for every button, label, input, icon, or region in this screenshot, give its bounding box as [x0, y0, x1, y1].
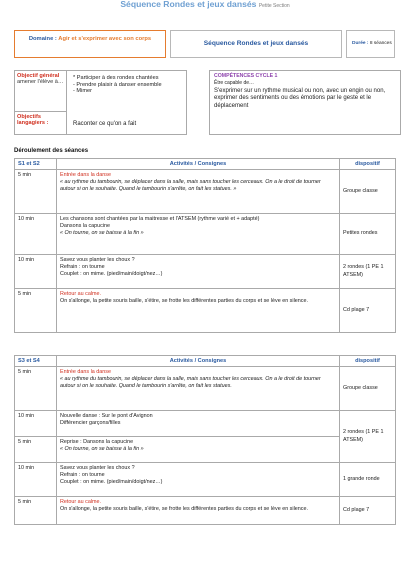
- competences-text: S'exprimer sur un rythme musical ou non, avec un engin ou non, exprimer des sentiments ou des émotions par le geste et le déplacement: [214, 87, 386, 109]
- table-header-row: [15, 159, 396, 170]
- col-header-dispositif: dispositif: [340, 356, 396, 367]
- activity-cell: [57, 255, 340, 289]
- activity-line: Couplet : on mime. (pied/main/doigt/nez…): [60, 271, 163, 278]
- activity-body: On s'allonge, la petite souris baille, s'étire, se frotte les différentes parties du corps et se lève en silence.: [60, 506, 308, 513]
- dispositif-cell: Petites rondes: [340, 214, 396, 255]
- activity-cell: [57, 170, 340, 214]
- activity-cell: [57, 289, 340, 333]
- col-header-activites: Activités / Consignes: [57, 159, 340, 170]
- time-cell: 5 min: [15, 437, 57, 463]
- activity-body: On s'allonge, la petite souris baille, s'étire, se frotte les différentes parties du corps et se lève en silence.: [60, 298, 308, 305]
- activity-cell: [57, 497, 340, 525]
- objectif-langagier-label: Objectifs langagiers :: [15, 112, 67, 134]
- col-header-seance: S1 et S2: [15, 159, 57, 170]
- activity-line: Couplet : on mime. (pied/main/doigt/nez…): [60, 479, 163, 486]
- objectif-item: * Participer à des rondes chantées: [73, 75, 159, 81]
- objectifs-box: [14, 70, 187, 135]
- dispositif-cell: 2 rondes (1 PE 1 ATSEM): [340, 255, 396, 289]
- table-row: [15, 497, 396, 525]
- activity-body: « au rythme du tambourin, se déplacer dans la salle, mais sans toucher les cerceaux. On a le droit de tourner autour si on le souhaite. Quand le tambourin s'arrête, on fait les statues.: [60, 376, 321, 390]
- col-header-seance: S3 et S4: [15, 356, 57, 367]
- seances-table-1: [14, 158, 396, 333]
- table-row: [15, 289, 396, 333]
- time-cell: 10 min: [15, 255, 57, 289]
- activity-head: Retour au calme.: [60, 291, 102, 297]
- objectif-general-label: [15, 71, 67, 112]
- time-cell: 10 min: [15, 411, 57, 437]
- activity-line: Refrain : on tourne: [60, 472, 105, 479]
- col-header-activites: Activités / Consignes: [57, 356, 340, 367]
- time-cell: 5 min: [15, 170, 57, 214]
- activity-head: Entrée dans la danse: [60, 172, 111, 178]
- activity-body: « au rythme du tambourin, se déplacer dans la salle, mais sans toucher les cerceaux. On a le droit de tourner autour si on le souhaite. Quand le tambourin s'arrête, on fait les statues. »: [60, 179, 321, 193]
- dispositif-cell: Cd plage 7: [340, 289, 396, 333]
- objectif-item: - Prendre plaisir à danser ensemble: [73, 81, 162, 88]
- table-row: [15, 463, 396, 497]
- dispositif-cell: Groupe classe: [340, 367, 396, 411]
- activity-cell: [57, 214, 340, 255]
- objectif-langagier-text: Raconter ce qu'on a fait: [73, 121, 137, 127]
- page-subtitle: Petite Section: [258, 3, 290, 9]
- page-title: [0, 0, 410, 11]
- activity-line: Différencier garçons/filles: [60, 420, 121, 427]
- page-title-text: Séquence Rondes et jeux dansés: [120, 0, 257, 9]
- sequence-name-box: Séquence Rondes et jeux dansés: [170, 30, 342, 58]
- activity-line: Savez vous planter les choux ?: [60, 465, 135, 471]
- objectif-general-title: Objectif général: [17, 73, 60, 79]
- activity-line: Les chansons sont chantées par la maitresse et l'ATSEM (rythme varié et + adapté): [60, 216, 260, 222]
- activity-line: Reprise : Dansons la capucine: [60, 439, 134, 445]
- time-cell: 5 min: [15, 367, 57, 411]
- domain-box: [14, 30, 166, 58]
- domain-label: Domaine :: [28, 36, 57, 42]
- table-row: [15, 214, 396, 255]
- dispositif-cell: Groupe classe: [340, 170, 396, 214]
- deroulement-title: Déroulement des séances: [14, 148, 89, 154]
- time-cell: 10 min: [15, 463, 57, 497]
- duree-box: [346, 30, 395, 58]
- competences-subtitle: Être capable de…: [214, 80, 255, 87]
- activity-head: Retour au calme.: [60, 499, 102, 505]
- activity-line: Refrain : on tourne: [60, 264, 105, 271]
- table-row: [15, 437, 396, 463]
- activity-head: Entrée dans la danse: [60, 369, 111, 375]
- duree-label: Durée :: [352, 41, 369, 46]
- domain-text: Agir et s'exprimer avec son corps: [58, 36, 152, 42]
- activity-cell: [57, 367, 340, 411]
- activity-line: Nouvelle danse : Sur le pont d'Avignon: [60, 413, 153, 419]
- activity-line: Savez vous planter les choux ?: [60, 257, 135, 263]
- objectif-general-items: [70, 73, 165, 97]
- dispositif-cell: 2 rondes (1 PE 1 ATSEM): [340, 411, 396, 463]
- duree-value: 8 séances: [369, 41, 392, 46]
- time-cell: 5 min: [15, 497, 57, 525]
- table-row: [15, 367, 396, 411]
- dispositif-cell: 1 grande ronde: [340, 463, 396, 497]
- seances-table-2: [14, 355, 396, 525]
- competences-box: [209, 70, 401, 135]
- activity-line: « On tourne, on se baisse à la fin »: [60, 446, 144, 453]
- objectif-general-sub: amener l'élève à…: [17, 79, 64, 85]
- table-row: [15, 255, 396, 289]
- activity-cell: [57, 411, 340, 437]
- activity-cell: [57, 437, 340, 463]
- time-cell: 5 min: [15, 289, 57, 333]
- activity-line: « On tourne, on se baisse à la fin »: [60, 230, 144, 237]
- objectif-item: - Mimer: [73, 88, 92, 95]
- table-row: [15, 170, 396, 214]
- competences-title: COMPÉTENCES CYCLE 1: [214, 73, 278, 79]
- time-cell: 10 min: [15, 214, 57, 255]
- activity-line: Dansons la capucine: [60, 223, 111, 230]
- table-header-row: [15, 356, 396, 367]
- col-header-dispositif: dispositif: [340, 159, 396, 170]
- header-row: [14, 30, 395, 58]
- dispositif-cell: Cd plage 7: [340, 497, 396, 525]
- activity-cell: [57, 463, 340, 497]
- table-row: [15, 411, 396, 437]
